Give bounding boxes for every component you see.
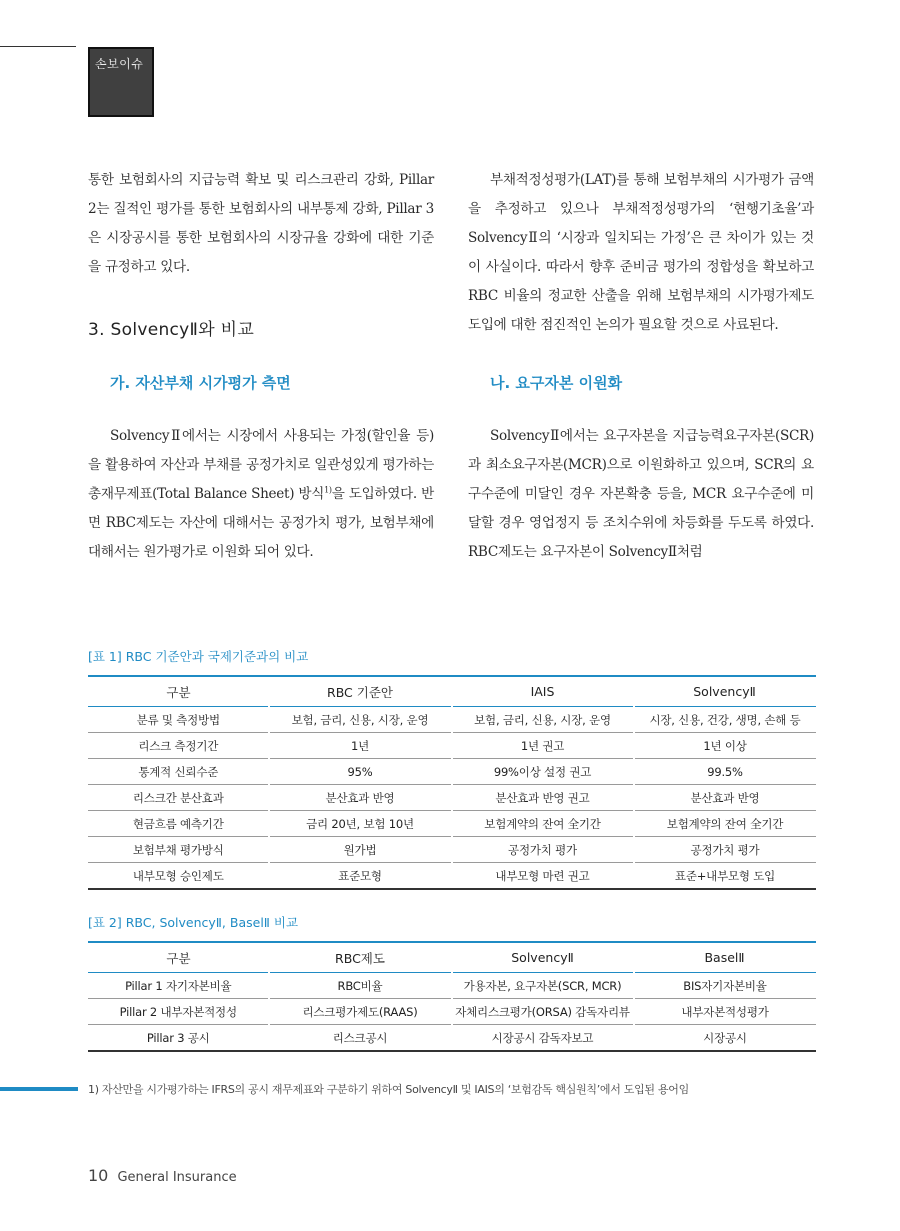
table-row (89, 733, 816, 759)
table-cell: 공정가치 평가 (452, 837, 634, 863)
table-cell: 내부모형 마련 권고 (452, 863, 634, 890)
table2-caption: [표 2] RBC, SolvencyⅡ, BaselⅡ 비교 (88, 915, 299, 930)
header-rule (0, 46, 76, 47)
table-row (89, 785, 816, 811)
table-cell: 95% (269, 759, 452, 785)
table-cell: 분산효과 반영 (269, 785, 452, 811)
left-paragraph-2-text-b: 을 도입하였다. 반면 RBC제도는 자산에 대해서는 공정가치 평가, 보험부채에 대해서는 원가평가로 이원화 되어 있다. (88, 486, 435, 560)
table1-header-cell: SolvencyⅡ (634, 676, 816, 707)
table-cell: 리스크간 분산효과 (89, 785, 269, 811)
page-number: 10 (88, 1166, 109, 1185)
table-cell: BIS자기자본비율 (634, 973, 816, 999)
table-cell: 가용자본, 요구자본(SCR, MCR) (452, 973, 634, 999)
table-row (89, 973, 816, 999)
table-cell: 내부자본적성평가 (634, 999, 816, 1025)
left-paragraph-1: 통한 보험회사의 지급능력 확보 및 리스크관리 강화, Pillar 2는 질적인 평가를 통한 보험회사의 내부통제 강화, Pillar 3은 시장공시를 통한 보험회사의 시장규율 강화에 대한 기준을 규정하고 있다. (88, 172, 434, 275)
right-column (468, 166, 814, 567)
table-cell: 자체리스크평가(ORSA) 감독자리뷰 (452, 999, 634, 1025)
left-column (88, 166, 434, 567)
table-cell: 보험계약의 잔여 全기간 (452, 811, 634, 837)
table-cell: 시장공시 (634, 1025, 816, 1052)
table-cell: Pillar 2 내부자본적정성 (89, 999, 269, 1025)
table2-header-cell: BaselⅡ (634, 942, 816, 973)
table-cell: 리스크 측정기간 (89, 733, 269, 759)
table1-caption: [표 1] RBC 기준안과 국제기준과의 비교 (88, 649, 309, 664)
left-paragraph-2 (88, 422, 434, 567)
table-row (89, 1025, 816, 1052)
table-cell: 표준모형 (269, 863, 452, 890)
table-cell: 표준+내부모형 도입 (634, 863, 816, 890)
table-row (89, 811, 816, 837)
table2-header-cell: RBC제도 (269, 942, 452, 973)
table-cell: 보험부채 평가방식 (89, 837, 269, 863)
right-paragraph-1: 부채적정성평가(LAT)를 통해 보험부채의 시가평가 금액을 추정하고 있으나 부채적정성평가의 ‘현행기초율’과 SolvencyⅡ의 ‘시장과 일치되는 가정’은 큰 차이가 있는 것이 사실이다. 따라서 향후 준비금 평가의 정합성을 확보하고 RBC 비율의 정교한 산출을 위해 보험부채의 시가평가제도 도입에 대한 점진적인 논의가 필요할 것으로 사료된다. (468, 172, 814, 333)
table-cell: 내부모형 승인제도 (89, 863, 269, 890)
publication-name: General Insurance (117, 1170, 237, 1185)
table-cell: 리스크평가제도(RAAS) (269, 999, 452, 1025)
comparison-table-1 (88, 675, 816, 890)
table-cell: 1년 권고 (452, 733, 634, 759)
table-cell: 통계적 신뢰수준 (89, 759, 269, 785)
right-paragraph-2: SolvencyⅡ에서는 요구자본을 지급능력요구자본(SCR)과 최소요구자본(MCR)으로 이원화하고 있으며, SCR의 요구수준에 미달인 경우 자본확충 등을, MCR 요구수준에 미달할 경우 영업정지 등 조치수위에 차등화를 두도록 하였다. RBC제도는 요구자본이 SolvencyⅡ처럼 (468, 428, 814, 560)
footnote: 1) 자산만을 시가평가하는 IFRS의 공시 재무제표와 구분하기 위하여 SolvencyⅡ 및 IAIS의 ‘보험감독 핵심원칙’에서 도입된 용어임 (88, 1083, 689, 1096)
page-footer (88, 1166, 237, 1185)
table-cell: 시장공시 감독자보고 (452, 1025, 634, 1052)
table-cell: 리스크공시 (269, 1025, 452, 1052)
table-cell: 1년 이상 (634, 733, 816, 759)
table-cell: 시장, 신용, 건강, 생명, 손해 등 (634, 707, 816, 733)
table-row (89, 707, 816, 733)
table1-header-cell: RBC 기준안 (269, 676, 452, 707)
left-paragraph-2-text-a: SolvencyⅡ에서는 시장에서 사용되는 가정(할인율 등)을 활용하여 자산과 부채를 공정가치로 일관성있게 평가하는 총재무제표(Total Balance Sheet) 방식 (88, 428, 434, 502)
table2-header-cell: 구분 (89, 942, 269, 973)
table-cell: 분산효과 반영 (634, 785, 816, 811)
table-cell: 현금흐름 예측기간 (89, 811, 269, 837)
table-cell: 보험, 금리, 신용, 시장, 운영 (269, 707, 452, 733)
section-badge: 손보이슈 (88, 47, 154, 117)
table-row (89, 999, 816, 1025)
table-cell: 분산효과 반영 권고 (452, 785, 634, 811)
table-cell: 분류 및 측정방법 (89, 707, 269, 733)
table-cell: 99.5% (634, 759, 816, 785)
table1-header-cell: 구분 (89, 676, 269, 707)
section-heading-3: 3. SolvencyⅡ와 비교 (88, 320, 255, 340)
table-row (89, 759, 816, 785)
table-cell: 금리 20년, 보험 10년 (269, 811, 452, 837)
comparison-table-2 (88, 941, 816, 1052)
subheading-na: 나. 요구자본 이원화 (490, 374, 623, 392)
table-cell: 99%이상 설정 권고 (452, 759, 634, 785)
table2-header-cell: SolvencyⅡ (452, 942, 634, 973)
table-row (89, 837, 816, 863)
subheading-ga: 가. 자산부채 시가평가 측면 (110, 374, 291, 392)
table-cell: 보험, 금리, 신용, 시장, 운영 (452, 707, 634, 733)
table1-header-cell: IAIS (452, 676, 634, 707)
table-cell: Pillar 1 자기자본비율 (89, 973, 269, 999)
footnote-ref: 1) (324, 485, 332, 495)
table-cell: 공정가치 평가 (634, 837, 816, 863)
table-cell: RBC비율 (269, 973, 452, 999)
table-row (89, 863, 816, 890)
table-cell: Pillar 3 공시 (89, 1025, 269, 1052)
footnote-accent-bar (0, 1087, 78, 1091)
table-cell: 원가법 (269, 837, 452, 863)
table-cell: 보험계약의 잔여 全기간 (634, 811, 816, 837)
table-cell: 1년 (269, 733, 452, 759)
